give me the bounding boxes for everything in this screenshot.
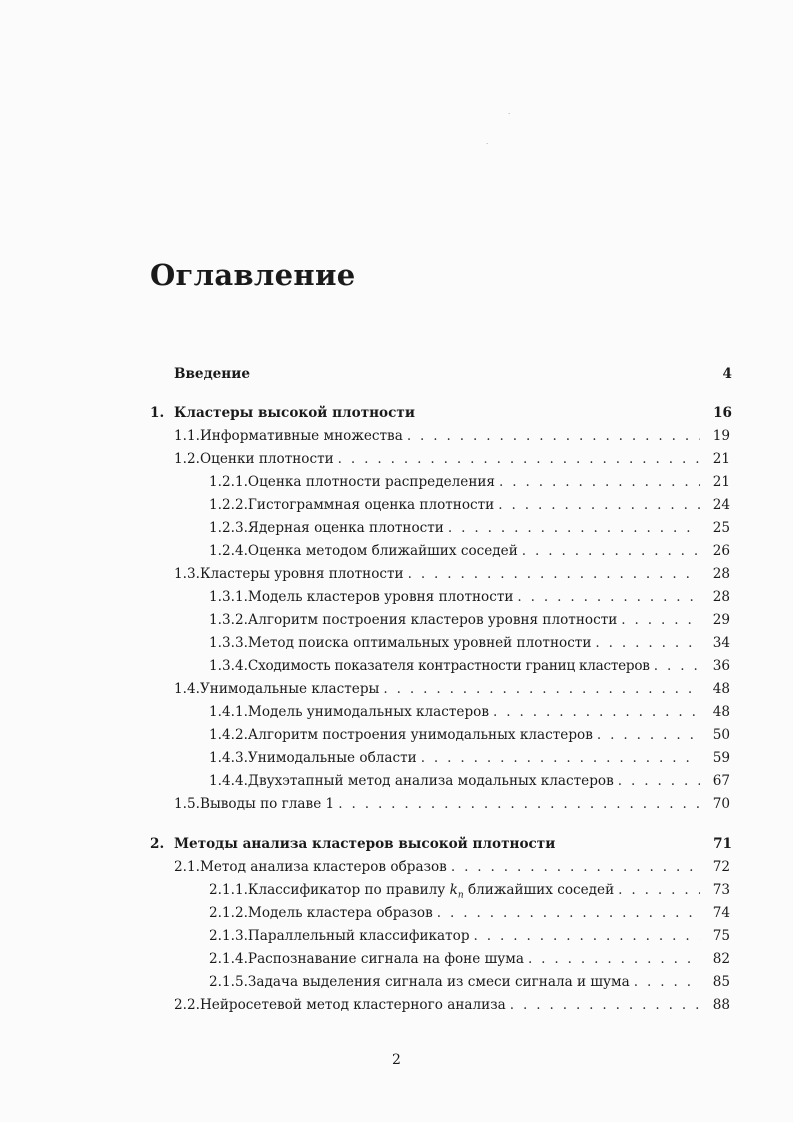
toc-subsection-2-1-2[interactable] [209, 904, 730, 922]
toc-entry-page: 24 [712, 497, 730, 513]
toc-entry-title: Кластеры высокой плотности [174, 405, 415, 421]
page-number: 2 [392, 1052, 401, 1068]
page-title: Оглавление [150, 258, 356, 292]
toc-entry-title: Двухэтапный метод анализа модальных кластеров [247, 773, 614, 789]
toc-entry-number: 1.2.1. [209, 474, 248, 490]
toc-entry-number: 2.1.3. [209, 928, 248, 944]
dot-leader [528, 950, 700, 968]
dot-leader [517, 588, 700, 606]
toc-entry-number: 1.2. [174, 451, 200, 467]
toc-section-1-4[interactable] [174, 680, 730, 698]
dot-leader [437, 904, 700, 922]
toc-entry-number: 2.1.5. [209, 974, 248, 990]
dot-leader [383, 680, 700, 698]
toc-subsection-1-2-4[interactable] [209, 542, 730, 560]
toc-entry-number: 1.3. [174, 566, 200, 582]
dot-leader [451, 858, 700, 876]
toc-entry-title: Унимодальные области [247, 750, 417, 766]
toc-entry-title: Метод поиска оптимальных уровней плотности [247, 635, 592, 651]
toc-subsection-1-2-2[interactable] [209, 496, 730, 514]
toc-entry-number: 1.1. [174, 428, 200, 444]
toc-entry-number: 1.3.2. [209, 612, 248, 628]
dot-leader [408, 565, 700, 583]
toc-entry-title: Методы анализа кластеров высокой плотности [174, 836, 556, 852]
dot-leader [654, 657, 700, 675]
toc-entry-title: Модель унимодальных кластеров [247, 704, 490, 720]
toc-entry-page: 73 [712, 882, 730, 898]
toc-subsection-2-1-4[interactable] [209, 950, 730, 968]
toc-entry-page: 75 [712, 928, 730, 944]
toc-entry-page: 48 [712, 704, 730, 720]
toc-entry-title: Распознавание сигнала на фоне шума [247, 951, 524, 967]
toc-entry-page: 29 [712, 612, 730, 628]
dot-leader [498, 496, 700, 514]
toc-entry-number: 2.1. [174, 859, 200, 875]
dot-leader [499, 473, 700, 491]
dot-leader [595, 634, 700, 652]
toc-entry-page: 70 [712, 796, 730, 812]
toc-entry-title: Информативные множества [199, 428, 403, 444]
dot-leader [407, 427, 700, 445]
toc-entry-page: 34 [712, 635, 730, 651]
toc-entry-title: Алгоритм построения унимодальных кластеров [247, 727, 593, 743]
toc-entry-number: 2.1.4. [209, 951, 248, 967]
dot-leader [522, 542, 700, 560]
math-subscript-n: n [457, 890, 464, 901]
toc-entry-number: 1.4. [174, 681, 200, 697]
title-part: Классификатор по правилу [247, 882, 450, 898]
toc-entry-title: Параллельный классификатор [247, 928, 470, 944]
toc-entry-page: 59 [712, 750, 730, 766]
toc-entry-title: Оценки плотности [199, 451, 334, 467]
toc-entry-page: 21 [712, 474, 730, 490]
toc-entry-page: 25 [712, 520, 730, 536]
toc-entry-title: Кластеры уровня плотности [199, 566, 404, 582]
toc-entry-page: 67 [712, 773, 730, 789]
dot-leader [493, 703, 700, 721]
toc-subsection-1-4-4[interactable] [209, 772, 730, 790]
toc-entry-page: 72 [712, 859, 730, 875]
toc-entry-number: 1.4.4. [209, 773, 248, 789]
toc-entry-page: 88 [712, 997, 730, 1013]
dot-leader [338, 795, 700, 813]
toc-entry-number: 1.4.1. [209, 704, 248, 720]
toc-entry-page: 26 [712, 543, 730, 559]
toc-subsection-1-3-1[interactable] [209, 588, 730, 606]
toc-entry-page: 50 [712, 727, 730, 743]
dot-leader [421, 749, 700, 767]
title-part: ближайших соседей [463, 882, 615, 898]
toc-entry-title: Ядерная оценка плотности [247, 520, 444, 536]
toc-section-2-2[interactable] [174, 996, 730, 1014]
toc-entry-number: 2.1.2. [209, 905, 248, 921]
toc-entry-number: 1.3.3. [209, 635, 248, 651]
toc-subsection-1-3-4[interactable] [209, 657, 730, 675]
toc-entry-title [248, 881, 614, 905]
toc-section-1-3[interactable] [174, 565, 730, 583]
toc-entry-page: 19 [712, 428, 730, 444]
toc-entry-page: 21 [712, 451, 730, 467]
toc-entry-number: 2.1.1. [209, 882, 248, 898]
toc-entry-page: 28 [712, 589, 730, 605]
dot-leader [621, 611, 700, 629]
toc-entry-page: 28 [712, 566, 730, 582]
toc-entry-page: 71 [713, 836, 732, 852]
toc-section-1-2[interactable] [174, 450, 730, 468]
toc-entry-title: Оценка методом ближайших соседей [247, 543, 518, 559]
toc-subsection-1-4-2[interactable] [209, 726, 730, 744]
toc-subsection-2-1-5[interactable] [209, 973, 730, 991]
toc-entry-title: Выводы по главе 1 [199, 796, 335, 812]
toc-entry-number: 1.5. [174, 796, 200, 812]
toc-entry-page: 82 [712, 951, 730, 967]
toc-chapter-1[interactable] [150, 404, 732, 422]
toc-subsection-1-2-1[interactable] [209, 473, 730, 491]
dot-leader [338, 450, 700, 468]
toc-entry-number: 1.3.4. [209, 658, 248, 674]
toc-entry-title: Введение [174, 366, 250, 382]
toc-subsection-1-4-3[interactable] [209, 749, 730, 767]
toc-entry-title: Модель кластера образов [247, 905, 433, 921]
toc-entry-title: Сходимость показателя контрастности границ кластеров [247, 658, 650, 674]
toc-subsection-1-3-3[interactable] [209, 634, 730, 652]
toc-entry-title: Гистограммная оценка плотности [247, 497, 495, 513]
toc-entry-title: Метод анализа кластеров образов [199, 859, 447, 875]
toc-section-2-1[interactable] [174, 858, 730, 876]
toc-subsection-2-1-3[interactable] [209, 927, 730, 945]
toc-entry-title: Задача выделения сигнала из смеси сигнала и шума [247, 974, 630, 990]
scan-speck: · [508, 110, 511, 118]
toc-section-1-5[interactable] [174, 795, 730, 813]
toc-entry-number: 1.2.3. [209, 520, 248, 536]
toc-entry-page: 36 [712, 658, 730, 674]
dot-leader [618, 881, 700, 899]
toc-subsection-1-2-3[interactable] [209, 519, 730, 537]
toc-entry-title: Унимодальные кластеры [199, 681, 380, 697]
toc-subsection-2-1-1[interactable] [209, 881, 730, 905]
toc-entry-title: Нейросетевой метод кластерного анализа [199, 997, 506, 1013]
toc-entry-number: 2.2. [174, 997, 200, 1013]
toc-subsection-1-4-1[interactable] [209, 703, 730, 721]
toc-entry-number: 1.4.3. [209, 750, 248, 766]
toc-entry-number: 1. [150, 405, 165, 421]
math-k: k [449, 882, 458, 898]
toc-entry-title: Алгоритм построения кластеров уровня плотности [247, 612, 618, 628]
toc-entry-number: 1.2.4. [209, 543, 248, 559]
dot-leader [597, 726, 700, 744]
toc-entry-number: 1.2.2. [209, 497, 248, 513]
toc-chapter-2[interactable] [150, 835, 732, 853]
toc-entry-number: 1.3.1. [209, 589, 248, 605]
toc-entry-page: 4 [722, 366, 732, 382]
dot-leader [510, 996, 700, 1014]
toc-section-1-1[interactable] [174, 427, 730, 445]
toc-entry-number: 2. [150, 836, 165, 852]
toc-entry-number: 1.4.2. [209, 727, 248, 743]
toc-entry-title: Модель кластеров уровня плотности [247, 589, 514, 605]
toc-entry-page: 74 [712, 905, 730, 921]
toc-entry-intro[interactable] [174, 365, 732, 383]
toc-subsection-1-3-2[interactable] [209, 611, 730, 629]
dot-leader [448, 519, 700, 537]
toc-entry-page: 16 [713, 405, 732, 421]
toc-entry-title: Оценка плотности распределения [247, 474, 496, 490]
toc-entry-page: 48 [712, 681, 730, 697]
scan-speck: · [486, 140, 489, 148]
dot-leader [618, 772, 700, 790]
dot-leader [634, 973, 700, 991]
toc-entry-page: 85 [712, 974, 730, 990]
dot-leader [474, 927, 700, 945]
